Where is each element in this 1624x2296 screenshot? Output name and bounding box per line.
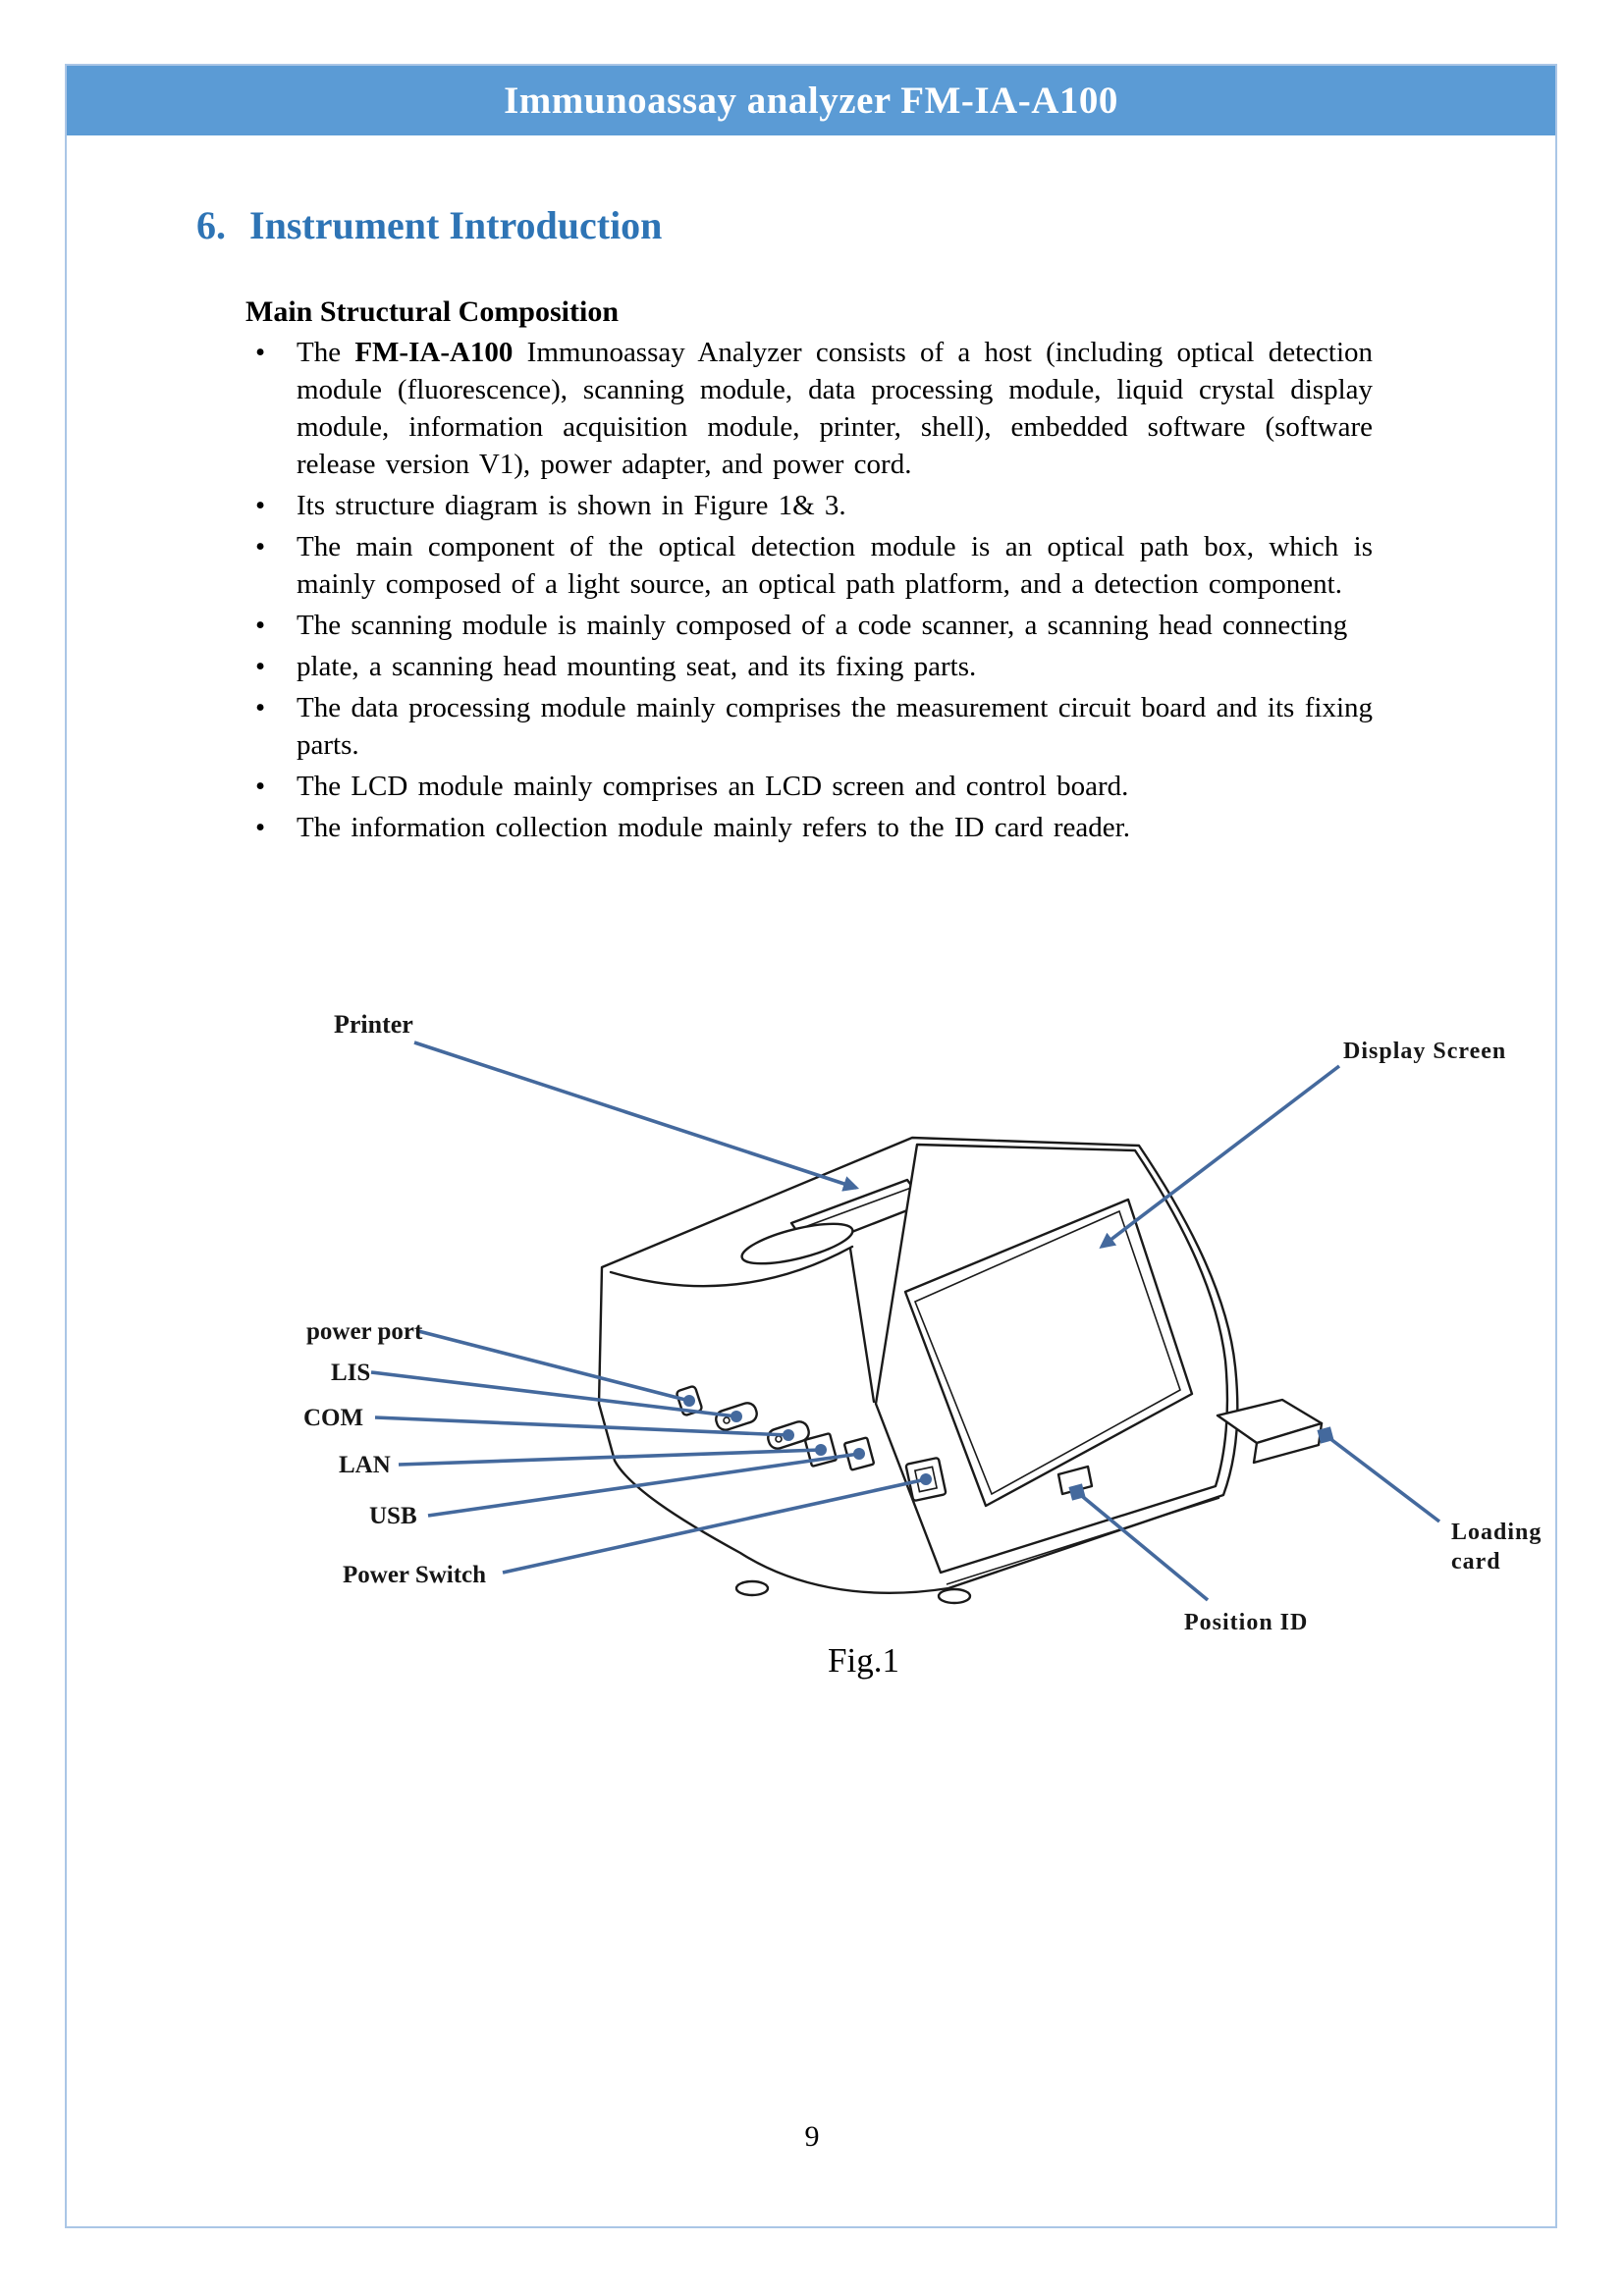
bullet-list [297,334,1373,850]
model-name: FM-IA-A100 [354,337,514,368]
section-number: 6. [196,203,226,247]
printer-label: Printer [334,1010,413,1039]
power-port-marker [683,1395,695,1407]
bullet-item [297,334,1373,483]
bullet-item: • The information collection module mainly refers to the ID card reader. [297,809,1373,846]
printer-leader-line [414,1042,856,1188]
usb-label: USB [369,1503,417,1529]
section-title: Instrument Introduction [249,203,663,247]
device-foot [939,1589,970,1603]
loading-card-leader-line [1326,1435,1439,1522]
loading-card-label-line1: Loading [1451,1520,1543,1545]
bullet-item: • The scanning module is mainly composed of a code scanner, a scanning head connecting [297,607,1373,644]
lis-marker [731,1411,742,1422]
lan-label: LAN [339,1452,391,1478]
com-marker [783,1429,794,1441]
power-switch-marker [920,1473,932,1485]
com-label: COM [303,1405,364,1431]
display-screen-label: Display Screen [1343,1039,1507,1064]
analyzer-line-drawing [65,1001,1557,1688]
power-switch-label: Power Switch [343,1562,487,1588]
bullet-text: The [297,337,355,368]
position-id-label: Position ID [1184,1610,1309,1635]
figure-caption: Fig.1 [828,1641,899,1680]
section-heading [196,202,662,248]
bullet-item: • The LCD module mainly comprises an LCD screen and control board. [297,768,1373,805]
bullet-item: • The data processing module mainly comprises the measurement circuit board and its fixing parts. [297,689,1373,764]
bullet-item: • The main component of the optical detection module is an optical path box, which is mainly composed of a light source, an optical path platform, and a detection component. [297,528,1373,603]
page-header [67,66,1555,135]
bullet-text: Immunoassay Analyzer consists of a host (including optical detection module (fluorescence), scanning module, data processing module, liquid crystal display module, information acquisition module, printer, shell), embedded software (software release version V1), power adapter, and power cord. [297,337,1374,480]
lan-marker [815,1444,827,1456]
bullet-item: • Its structure diagram is shown in Figure 1& 3. [297,487,1373,524]
device-foot [736,1581,768,1595]
usb-marker [853,1448,865,1460]
power-port-label: power port [306,1318,423,1345]
subsection-title: Main Structural Composition [245,295,620,328]
header-title: Immunoassay analyzer FM-IA-A100 [504,80,1118,122]
lis-label: LIS [331,1360,371,1386]
figure-1 [65,1001,1557,1688]
page-number: 9 [804,2120,820,2153]
bullet-item: • plate, a scanning head mounting seat, and its fixing parts. [297,648,1373,685]
loading-card-label-line2: card [1451,1549,1501,1575]
